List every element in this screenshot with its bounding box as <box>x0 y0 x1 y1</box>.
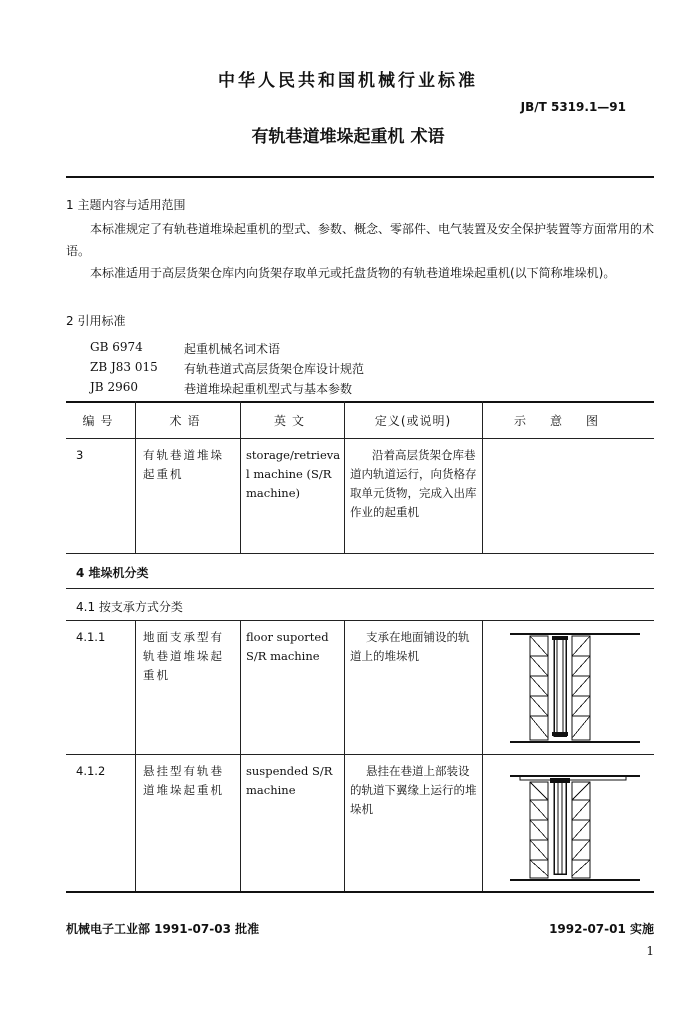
row-divider <box>66 588 654 589</box>
row412-english: suspended S/R machine <box>246 764 333 797</box>
suspended-stacker-diagram <box>500 770 650 884</box>
header-num: 编号 <box>82 414 119 428</box>
row-divider <box>66 754 654 755</box>
page-title: 有轨巷道堆垛起重机 术语 <box>251 127 445 147</box>
section1-para1: 本标准规定了有轨巷道堆垛起重机的型式、参数、概念、零部件、电气装置及安全保护装置等方面常用的术语。 <box>66 222 655 258</box>
ref-code: ZB J83 015 <box>90 360 158 374</box>
floor-supported-stacker-diagram <box>500 626 650 750</box>
row411-term: 地面支承型有轨巷道堆垛起重机 <box>143 630 224 682</box>
row3-english: storage/retrieval machine (S/R machine) <box>246 448 341 500</box>
row3-definition: 沿着高层货架仓库巷道内轨道运行，向货格存取单元货物，完成入出库作业的起重机 <box>350 448 477 519</box>
header-term: 术语 <box>169 414 206 428</box>
header-english: 英文 <box>273 414 310 428</box>
page-number: 1 <box>646 944 654 958</box>
col-line <box>135 620 136 891</box>
section41-heading: 4.1 按支承方式分类 <box>76 600 183 614</box>
ref-title: 巷道堆垛起重机型式与基本参数 <box>184 382 353 396</box>
row3-term: 有轨巷道堆垛起重机 <box>143 448 224 481</box>
row412-definition: 悬挂在巷道上部装设的轨道下翼缘上运行的堆垛机 <box>350 764 477 816</box>
doc-number: JB/T 5319.1—91 <box>520 100 626 114</box>
col-line <box>240 620 241 891</box>
section1-heading: 1 主题内容与适用范围 <box>66 198 186 212</box>
ref-title: 有轨巷道式高层货架仓库设计规范 <box>184 362 365 376</box>
approval-info: 机械电子工业部 1991-07-03 批准 <box>66 922 260 936</box>
col-line <box>482 620 483 891</box>
row412-term: 悬挂型有轨巷道堆垛起重机 <box>143 764 224 797</box>
row412-num: 4.1.2 <box>76 764 106 778</box>
table-top-rule <box>66 401 654 403</box>
table-bottom-rule <box>66 891 654 893</box>
ref-title: 起重机械名词术语 <box>184 342 281 356</box>
row-divider <box>66 620 654 621</box>
col-line <box>344 620 345 891</box>
row411-num: 4.1.1 <box>76 630 106 644</box>
table-header-rule <box>66 438 654 439</box>
row411-definition: 支承在地面铺设的轨道上的堆垛机 <box>350 630 470 663</box>
header-rule <box>66 176 654 178</box>
row3-num: 3 <box>76 448 84 462</box>
section4-heading: 4 堆垛机分类 <box>76 566 149 580</box>
ref-code: JB 2960 <box>90 380 138 394</box>
section1-para2: 本标准适用于高层货架仓库内向货架存取单元或托盘货物的有轨巷道堆垛起重机(以下简称堆垛机)。 <box>90 266 616 280</box>
header-definition: 定义(或说明) <box>374 414 452 428</box>
row411-english: floor suported S/R machine <box>246 630 329 663</box>
header-figure: 示意图 <box>513 414 622 428</box>
ref-code: GB 6974 <box>90 340 143 354</box>
industry-standard-heading: 中华人民共和国机械行业标准 <box>218 71 478 91</box>
section2-heading: 2 引用标准 <box>66 314 126 328</box>
row-divider <box>66 553 654 554</box>
effective-date: 1992-07-01 实施 <box>549 922 654 936</box>
